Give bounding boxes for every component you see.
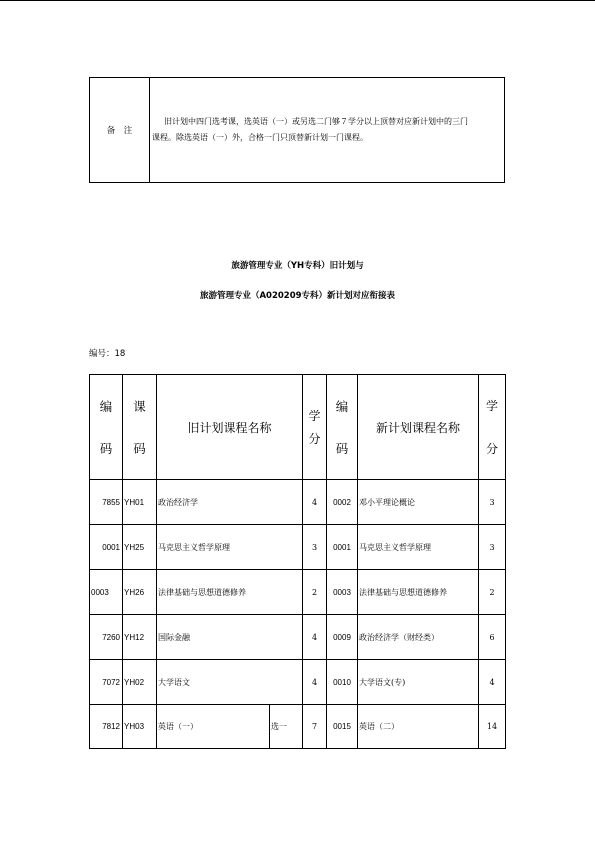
header-old-course-name: 旧计划课程名称 xyxy=(157,375,303,480)
old-credit-cell: 7 xyxy=(303,705,327,749)
new-course-name-cell: 法律基础与思想道德修养 xyxy=(358,570,479,615)
course-code-cell: YH02 xyxy=(123,660,157,705)
header-new-code: 编 码 xyxy=(327,375,358,480)
course-code-cell: YH03 xyxy=(123,705,157,749)
remarks-line: 课程。除选英语（一）外，合格一门只顶替新计划一门课程。 xyxy=(152,133,368,142)
course-code-cell: YH01 xyxy=(123,480,157,525)
old-course-name-cell: 政治经济学 xyxy=(157,480,303,525)
new-course-name-cell: 马克思主义哲学原理 xyxy=(358,525,479,570)
old-code-cell: 0003 xyxy=(90,570,123,615)
document-title-line-2: 旅游管理专业（A020209专科）新计划对应衔接表 xyxy=(199,291,396,301)
table-row xyxy=(90,480,506,525)
new-credit-cell: 2 xyxy=(479,570,506,615)
table-header-row xyxy=(90,375,506,480)
new-credit-cell: 6 xyxy=(479,615,506,660)
old-code-cell: 0001 xyxy=(90,525,123,570)
old-credit-cell: 4 xyxy=(303,660,327,705)
old-course-name-cell: 法律基础与思想道德修养 xyxy=(157,570,303,615)
remarks-text xyxy=(150,78,505,183)
elective-note-cell: 选一 xyxy=(270,705,303,749)
course-code-cell: YH25 xyxy=(123,525,157,570)
header-old-credit: 学 分 xyxy=(303,375,327,480)
old-credit-cell: 4 xyxy=(303,615,327,660)
new-code-cell: 0015 xyxy=(327,705,358,749)
new-code-cell: 0001 xyxy=(327,525,358,570)
old-code-cell: 7260 xyxy=(90,615,123,660)
old-course-name-cell: 大学语文 xyxy=(157,660,303,705)
page-top-rule xyxy=(0,0,595,1)
old-credit-cell: 4 xyxy=(303,480,327,525)
new-course-name-cell: 英语（二） xyxy=(358,705,479,749)
course-code-cell: YH26 xyxy=(123,570,157,615)
old-course-name-cell: 英语（一） xyxy=(157,705,270,749)
table-row xyxy=(90,705,506,749)
remarks-label: 备 注 xyxy=(90,78,150,183)
new-course-name-cell: 大学语文(专) xyxy=(358,660,479,705)
old-code-cell: 7855 xyxy=(90,480,123,525)
remarks-table xyxy=(89,77,505,183)
old-code-cell: 7812 xyxy=(90,705,123,749)
course-code-cell: YH12 xyxy=(123,615,157,660)
remarks-line: 旧计划中四门选考课，选英语（一）或另选二门够７学分以上顶替对应新计划中的三门 xyxy=(164,117,468,126)
new-course-name-cell: 邓小平理论概论 xyxy=(358,480,479,525)
old-credit-cell: 3 xyxy=(303,525,327,570)
header-course-code: 课 码 xyxy=(123,375,157,480)
header-old-code: 编 码 xyxy=(90,375,123,480)
new-code-cell: 0003 xyxy=(327,570,358,615)
table-row xyxy=(90,525,506,570)
new-credit-cell: 3 xyxy=(479,525,506,570)
course-mapping-table xyxy=(89,374,506,749)
new-credit-cell: 3 xyxy=(479,480,506,525)
document-title-line-1: 旅游管理专业（YH专科）旧计划与 xyxy=(231,261,364,271)
new-credit-cell: 4 xyxy=(479,660,506,705)
new-code-cell: 0009 xyxy=(327,615,358,660)
table-row xyxy=(90,660,506,705)
serial-number: 编号：18 xyxy=(89,349,126,359)
old-code-cell: 7072 xyxy=(90,660,123,705)
header-new-course-name: 新计划课程名称 xyxy=(358,375,479,480)
old-course-name-cell: 国际金融 xyxy=(157,615,303,660)
table-row xyxy=(90,570,506,615)
header-new-credit: 学 分 xyxy=(479,375,506,480)
new-code-cell: 0010 xyxy=(327,660,358,705)
new-course-name-cell: 政治经济学（财经类） xyxy=(358,615,479,660)
new-credit-cell: 14 xyxy=(479,705,506,749)
old-course-name-cell: 马克思主义哲学原理 xyxy=(157,525,303,570)
new-code-cell: 0002 xyxy=(327,480,358,525)
old-credit-cell: 2 xyxy=(303,570,327,615)
table-row xyxy=(90,615,506,660)
